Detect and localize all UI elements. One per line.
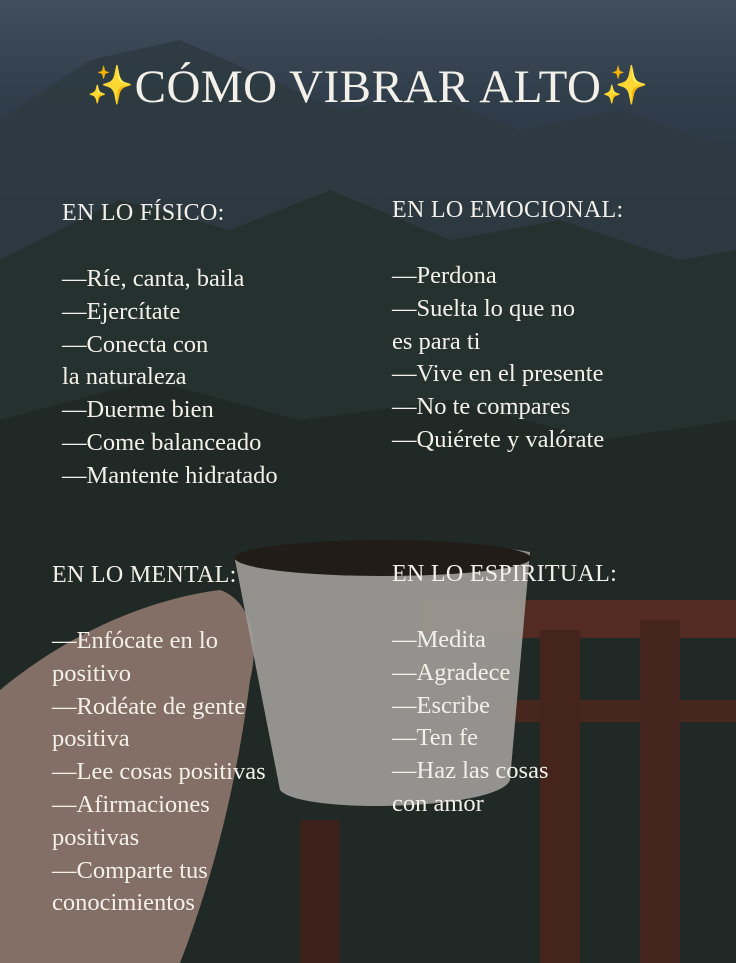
list-item: —Suelta lo que no (392, 294, 576, 322)
list-item: —Rodéate de gente (52, 692, 246, 720)
section-mental (52, 562, 266, 920)
list-item: —Come balanceado (62, 428, 262, 456)
list-item: —Lee cosas positivas (52, 758, 266, 786)
list-item: positiva (52, 725, 130, 753)
list-item: —Haz las cosas (392, 757, 549, 785)
list-item: —Comparte tus (52, 856, 208, 884)
list-item: —Ejercítate (62, 297, 181, 325)
list-item: positivo (52, 659, 131, 687)
section-heading: EN LO FÍSICO: (62, 200, 225, 226)
section-heading: EN LO EMOCIONAL: (392, 197, 624, 223)
tips-list (392, 624, 617, 821)
section-fisico (62, 200, 278, 493)
list-item: —Agradece (392, 658, 511, 686)
tips-list (392, 260, 623, 457)
list-item: —Enfócate en lo (52, 627, 218, 654)
list-item: positivas (52, 823, 140, 851)
list-item: —Perdona (392, 262, 497, 289)
section-emocional (392, 197, 623, 457)
list-item: conocimientos (52, 889, 195, 917)
list-item: —Duerme bien (62, 396, 214, 424)
tips-list (52, 625, 266, 920)
list-item: —Ten fe (392, 724, 479, 752)
list-item: —Ríe, canta, baila (62, 265, 245, 292)
list-item: —Afirmaciones (52, 790, 210, 818)
section-heading: EN LO ESPIRITUAL: (392, 561, 618, 587)
page-title (0, 60, 736, 114)
tips-list (62, 263, 278, 493)
list-item: —Medita (392, 626, 486, 653)
list-item: —Escribe (392, 691, 490, 719)
list-item: —Vive en el presente (392, 360, 604, 388)
list-item: —Quiérete y valórate (392, 425, 605, 453)
list-item: —No te compares (392, 393, 571, 421)
sparkles-icon: ✨ (86, 63, 135, 107)
sparkles-icon: ✨ (601, 63, 650, 107)
list-item: es para ti (392, 327, 481, 355)
title-text: CÓMO VIBRAR ALTO (134, 61, 602, 113)
section-heading: EN LO MENTAL: (52, 562, 237, 588)
list-item: —Mantente hidratado (62, 461, 278, 489)
section-espiritual (392, 561, 617, 821)
list-item: —Conecta con (62, 330, 209, 358)
list-item: con amor (392, 789, 484, 817)
list-item: la naturaleza (62, 363, 187, 391)
